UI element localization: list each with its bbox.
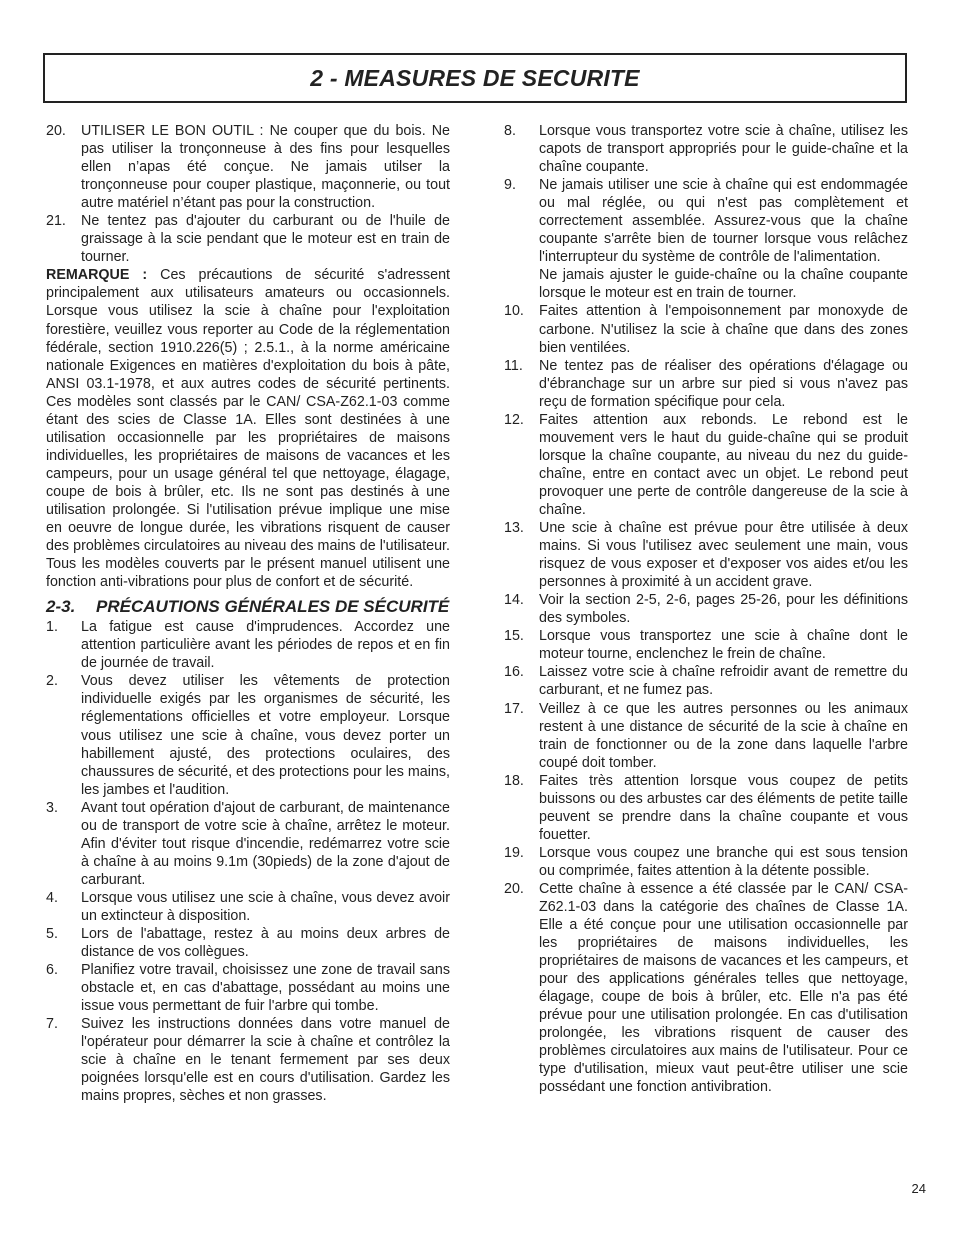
right-list	[504, 122, 908, 1097]
item-number: 8.	[504, 123, 516, 139]
left-bottom-list	[46, 618, 450, 1105]
item-number: 9.	[504, 177, 516, 194]
item-text: Cette chaîne à essence a été classée par le CAN/ CSA-Z62.1-03 dans la catégorie des chaînes de Classe 1A. Elle a été conçue pour une utilisation occasionnelle par les propriétaires de maisons individuelles, les propriétaires de maisons de vacances et les campeurs, et pour des applications générales telles que nettoyage, élagage, coupe de bois à brûler, etc. Elle n'a pas été prévue pour une utilisation prolongée. En cas d'utilisation prolongée, les vibrations risquent de causer des problèmes circulatoires aux mains de l'utilisateur. Pour ce type d'utilisation, mieux vaut peut-être utiliser une scie possédant une fonction antivibration.	[539, 880, 908, 1096]
note-label: REMARQUE :	[46, 267, 148, 284]
section-number: 2-3.	[46, 597, 76, 617]
list-item	[504, 357, 908, 411]
note-text: Ces précautions de sécurité s'adressent principalement aux utilisateurs amateurs ou occasionnels. Lorsque vous utilisez la scie à chaîne pour l'exploitation forestière, veuillez vous reporter au Code de la réglementation fédérale, section 1910.226(5) ; 2.5.1., à la norme américaine nationale Exigences en matières d'exploitation du bois à pâte, ANSI 03.1-1978, et aux autres codes de sécurité pertinents. Ces modèles sont classés par le CAN/ CSA-Z62.1-03 comme étant des scies de Classe 1A. Elles sont destinées à une utilisation occasionnelle par les propriétaires de maisons individuelles, les propriétaires de maisons de vacances et les campeurs, pour un usage général tel que nettoyage, élagage, coupe de bois à brûler, etc. Ils ne sont pas destinés à une utilisation prolongée. Si l'utilisation prévue implique une mise en oeuvre de longue durée, les vibrations risquent de causer des problèmes circulatoires au niveau des mains de l'utilisateur. Tous les modèles couverts par le présent manuel utilisent une fonction anti-vibrations pour plus de confort et de sécurité.	[46, 267, 450, 591]
item-text: Veillez à ce que les autres personnes ou les animaux restent à une distance de sécurité de la scie à chaîne en train de fonctionner ou de la zone dans laquelle l'arbre coupé doit tomber.	[539, 700, 908, 771]
list-item	[46, 889, 450, 925]
item-number: 7.	[46, 1016, 58, 1033]
item-text: Lors de l'abattage, restez à au moins deux arbres de distance de vos collègues.	[81, 926, 450, 961]
item-text: Planifiez votre travail, choisissez une zone de travail sans obstacle et, en cas d'abattage, possédant au moins une issue vous permettant de fuir l'arbre qui tombe.	[81, 962, 450, 1015]
list-item	[504, 700, 908, 772]
list-item	[504, 591, 908, 627]
item-number: 16.	[504, 664, 524, 681]
left-top-list	[46, 122, 450, 266]
page-number: 24	[911, 1181, 926, 1196]
item-number: 4.	[46, 889, 58, 906]
list-item	[504, 880, 908, 1097]
list-item	[46, 212, 450, 266]
item-text: Lorsque vous coupez une branche qui est sous tension ou comprimée, faites attention à la détente possible.	[539, 844, 908, 879]
list-item	[504, 411, 908, 519]
note-paragraph	[46, 266, 450, 591]
item-text: Ne jamais utiliser une scie à chaîne qui est endommagée ou mal réglée, ou qui n'est pas complètement et correctement assemblée. Assurez-vous que la chaîne coupante s'arrête bien de tourner lorsque vous relâchez l'interrupteur du système de contrôle de l'alimentation.	[539, 177, 908, 266]
item-text: Avant tout opération d'ajout de carburant, de maintenance ou de transport de votre scie à chaîne, arrêtez le moteur. Afin d'éviter tout risque d'incendie, redémarrez votre scie à chaîne à au moins 9.1m (30pieds) de la zone d'ajout de carburant.	[81, 799, 450, 888]
list-item	[504, 844, 908, 880]
item-number: 1.	[46, 619, 58, 636]
item-number: 21.	[46, 213, 66, 230]
item-number: 20.	[46, 123, 66, 139]
list-item	[46, 618, 450, 672]
item-number: 12.	[504, 411, 524, 428]
list-item	[46, 799, 450, 889]
item-text: Faites très attention lorsque vous coupez de petits buissons ou des arbustes car des éléments de petite taille peuvent se prendre dans la chaîne coupante et vous fouetter.	[539, 772, 908, 843]
section-heading	[46, 598, 450, 616]
item-text: Faites attention à l'empoisonnement par monoxyde de carbone. N'utilisez la scie à chaîne que dans des zones bien ventilées.	[539, 303, 908, 356]
item-text: Ne tentez pas de réaliser des opérations d'élagage ou d'ébranchage sur un arbre sur pied si vous n'avez pas reçu de formation spécifique pour cela.	[539, 357, 908, 410]
item-number: 13.	[504, 520, 524, 537]
item-text: Suivez les instructions données dans votre manuel de l'opérateur pour démarrer la scie à chaîne et contrôlez la scie à chaîne en le tenant fermement par ses deux poignées lorsqu'elle est en cours d'utilisation. Gardez les mains propres, sèches et non grasses.	[81, 1016, 450, 1105]
list-item	[46, 122, 450, 212]
item-text: Lorsque vous transportez votre scie à chaîne, utilisez les capots de transport appropriés pour le guide-chaîne et la chaîne coupante.	[539, 123, 908, 176]
item-number: 14.	[504, 592, 524, 609]
item-number: 19.	[504, 844, 524, 861]
item-number: 17.	[504, 700, 524, 717]
item-number: 3.	[46, 799, 58, 816]
item-text: Laissez votre scie à chaîne refroidir avant de remettre du carburant, et ne fumez pas.	[539, 664, 908, 699]
page-title: 2 - MEASURES DE SECURITE	[310, 64, 640, 91]
list-item	[504, 519, 908, 591]
item-number: 20.	[504, 880, 524, 897]
list-item	[504, 122, 908, 176]
item-number: 18.	[504, 772, 524, 789]
item-text: Ne tentez pas d'ajouter du carburant ou de l'huile de graissage à la scie pendant que le moteur est en train de tourner.	[81, 213, 450, 266]
list-item	[504, 627, 908, 663]
item-text: Vous devez utiliser les vêtements de protection individuelle exigés par les organismes de sécurité, les réglementations officielles et votre employeur. Lorsque vous utilisez une scie à chaîne, vous devez porter un habillement ajusté, des protections oculaires, des chaussures de sécurité, et des protections pour les mains, les jambes et l'audition.	[81, 673, 450, 798]
right-column	[504, 122, 908, 1097]
item-text: Faites attention aux rebonds. Le rebond est le mouvement vers le haut du guide-chaîne qui se produit lorsque la chaîne coupante, au niveau du nez du guide-chaîne, entre en contact avec un objet. Le rebond peut provoquer une perte de contrôle dangereuse de la scie à chaîne.	[539, 411, 908, 518]
left-column	[46, 122, 450, 1105]
list-item	[46, 961, 450, 1015]
item-number: 2.	[46, 673, 58, 690]
list-item	[504, 302, 908, 356]
item-text: La fatigue est cause d'imprudences. Accordez une attention particulière avant les périodes de repos et en fin de journée de travail.	[81, 619, 450, 672]
list-item	[504, 176, 908, 302]
item-number: 6.	[46, 962, 58, 979]
list-item	[46, 1015, 450, 1105]
list-item	[504, 663, 908, 699]
item-number: 15.	[504, 628, 524, 645]
item-text: Lorsque vous utilisez une scie à chaîne, vous devez avoir un extincteur à disposition.	[81, 889, 450, 924]
section-heading-text: PRÉCAUTIONS GÉNÉRALES DE SÉCURITÉ	[96, 597, 450, 617]
list-item	[504, 772, 908, 844]
item-text: Une scie à chaîne est prévue pour être utilisée à deux mains. Si vous l'utilisez avec seulement une main, vous risquez de vous exposer et d'exposer vos aides et/ou les personnes à proximité à un accident grave.	[539, 520, 908, 591]
section-title-box	[43, 53, 907, 103]
item-text: Lorsque vous transportez une scie à chaîne dont le moteur tourne, enclenchez le frein de chaîne.	[539, 628, 908, 663]
item-number: 10.	[504, 303, 524, 320]
list-item	[46, 672, 450, 798]
item-number: 11.	[504, 357, 523, 374]
item-number: 5.	[46, 926, 58, 943]
item-text: UTILISER LE BON OUTIL : Ne couper que du bois. Ne pas utiliser la tronçonneuse à des fins pour lesquelles ellen n’apas été conçue. Ne jamais utilser la tronçonneuse pour couper plastique, maçonnerie, ou tout autre matériel n’étant pas pour la construction.	[81, 123, 450, 212]
item-text: Ne jamais ajuster le guide-chaîne ou la chaîne coupante lorsque le moteur est en train de tourner.	[539, 267, 908, 302]
item-text: Voir la section 2-5, 2-6, pages 25-26, pour les définitions des symboles.	[539, 592, 908, 627]
list-item	[46, 925, 450, 961]
